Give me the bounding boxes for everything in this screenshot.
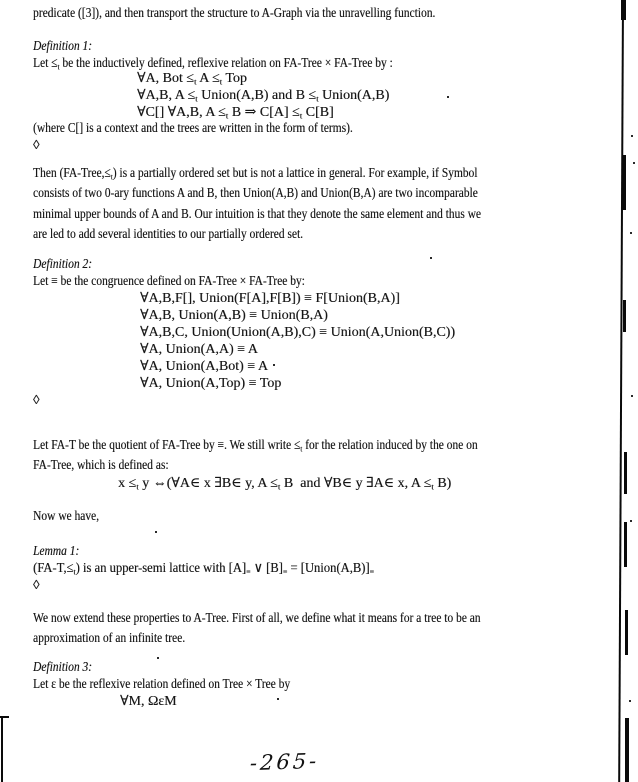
formula-line: ∀A,B, Union(A,B) ≡ Union(B,A) — [140, 308, 328, 323]
noise-speck — [447, 96, 449, 98]
definition2-heading: Definition 2: — [33, 257, 92, 272]
qed-diamond: ◊ — [33, 137, 40, 152]
scan-artifact-blob — [621, 0, 626, 20]
scan-artifact-blob — [624, 522, 627, 567]
definition3-intro: Let ε be the reflexive relation defined on Tree × Tree by — [33, 677, 291, 692]
scan-artifact-blob — [623, 300, 626, 332]
paragraph-line: Then $(FA-Tree,\le_t)$ is a partially ordered set but is not a lattice in general. For example, if Symbol — [33, 166, 478, 182]
paragraph-line: consists of two 0-ary functions A and B, then Union(A,B) and Union(B,A) are two incomparable — [33, 186, 478, 201]
qed-diamond: ◊ — [33, 577, 40, 592]
noise-speck — [630, 520, 632, 522]
definition1-intro: Let $\le_t$ be the inductively defined, reflexive relation on FA-Tree × FA-Tree by : — [33, 56, 393, 72]
noise-speck — [430, 257, 432, 259]
scan-artifact-blob — [625, 718, 629, 782]
formula-line: ∀M, ΩεM — [120, 694, 177, 709]
paragraph-line: Let FA-T be the quotient of FA-Tree by ≡. We still write $\le_t$ for the relation induced by the one on — [33, 438, 478, 454]
page-number: -265- — [249, 748, 321, 776]
noise-speck — [157, 657, 159, 659]
noise-speck — [277, 698, 279, 700]
definition3-heading: Definition 3: — [33, 660, 92, 675]
scan-artifact-right-line — [618, 0, 624, 782]
definition2-intro: Let ≡ be the congruence defined on FA-Tree × FA-Tree by: — [33, 274, 305, 289]
body-line: predicate ([3]), and then transport the structure to A-Graph via the unravelling function. — [33, 6, 436, 21]
noise-speck — [630, 232, 632, 234]
paragraph-line: We now extend these properties to A-Tree. First of all, we define what it means for a tree to be an — [33, 611, 481, 626]
qed-diamond: ◊ — [33, 392, 40, 407]
lemma1-body: $(FA-T,\le_t)$ is an upper-semi lattice with $[A]_\equiv$ ∨ $[B]_\equiv$ = $[Union(A,B)]_\equiv$ — [33, 561, 375, 577]
formula-line: ∀A, Union(A,A) ≡ A — [140, 342, 258, 357]
noise-speck — [273, 364, 275, 366]
noise-speck — [629, 700, 631, 702]
formula-line: ∀A, Union(A,Top) ≡ Top — [140, 376, 282, 391]
paragraph-line: FA-Tree, which is defined as: — [33, 458, 169, 473]
formula-line: ∀A, Bot $\le_t$ $A \le_t$ Top — [137, 71, 247, 87]
formula-line: ∀A,B,C, Union(Union(A,B),C) ≡ Union(A,Union(B,C)) — [140, 325, 455, 340]
formula-line: $x \le_t$ y ⇔(∀A∈ x ∃B∈ y, $A \le_t$ B and ∀B∈ y ∃A∈ x, $A \le_t$ B) — [118, 476, 452, 492]
definition1-heading: Definition 1: — [33, 39, 92, 54]
scan-artifact-left-line — [1, 716, 3, 782]
scan-artifact-blob — [624, 452, 627, 494]
paragraph-line: minimal upper bounds of A and B. Our intuition is that they denote the same element and thus we — [33, 207, 481, 222]
lemma1-heading: Lemma 1: — [33, 544, 80, 559]
formula-line: ∀A,B, $A \le_t$ Union(A,B) and $B \le_t$ Union(A,B) — [137, 88, 390, 104]
scan-artifact-left-tick — [0, 716, 9, 718]
noise-speck — [631, 135, 633, 137]
paragraph-line: approximation of an infinite tree. — [33, 631, 186, 646]
definition1-note: (where C[] is a context and the trees are written in the form of terms). — [33, 121, 353, 136]
body-line: Now we have, — [33, 509, 99, 524]
noise-speck — [633, 162, 635, 164]
noise-speck — [155, 531, 157, 533]
scan-artifact-blob — [625, 610, 628, 655]
formula-line: ∀A, Union(A,Bot) ≡ A — [140, 359, 268, 374]
noise-speck — [631, 395, 633, 397]
paragraph-line: are led to add several identities to our partially ordered set. — [33, 227, 304, 242]
formula-line: ∀C[] ∀A,B, $A \le_t$ B ⇒ $C[A] \le_t$ C[B] — [137, 105, 334, 121]
scan-artifact-blob — [622, 155, 626, 210]
formula-line: ∀A,B,F[], Union(F[A],F[B]) ≡ F[Union(B,A)] — [140, 291, 400, 306]
